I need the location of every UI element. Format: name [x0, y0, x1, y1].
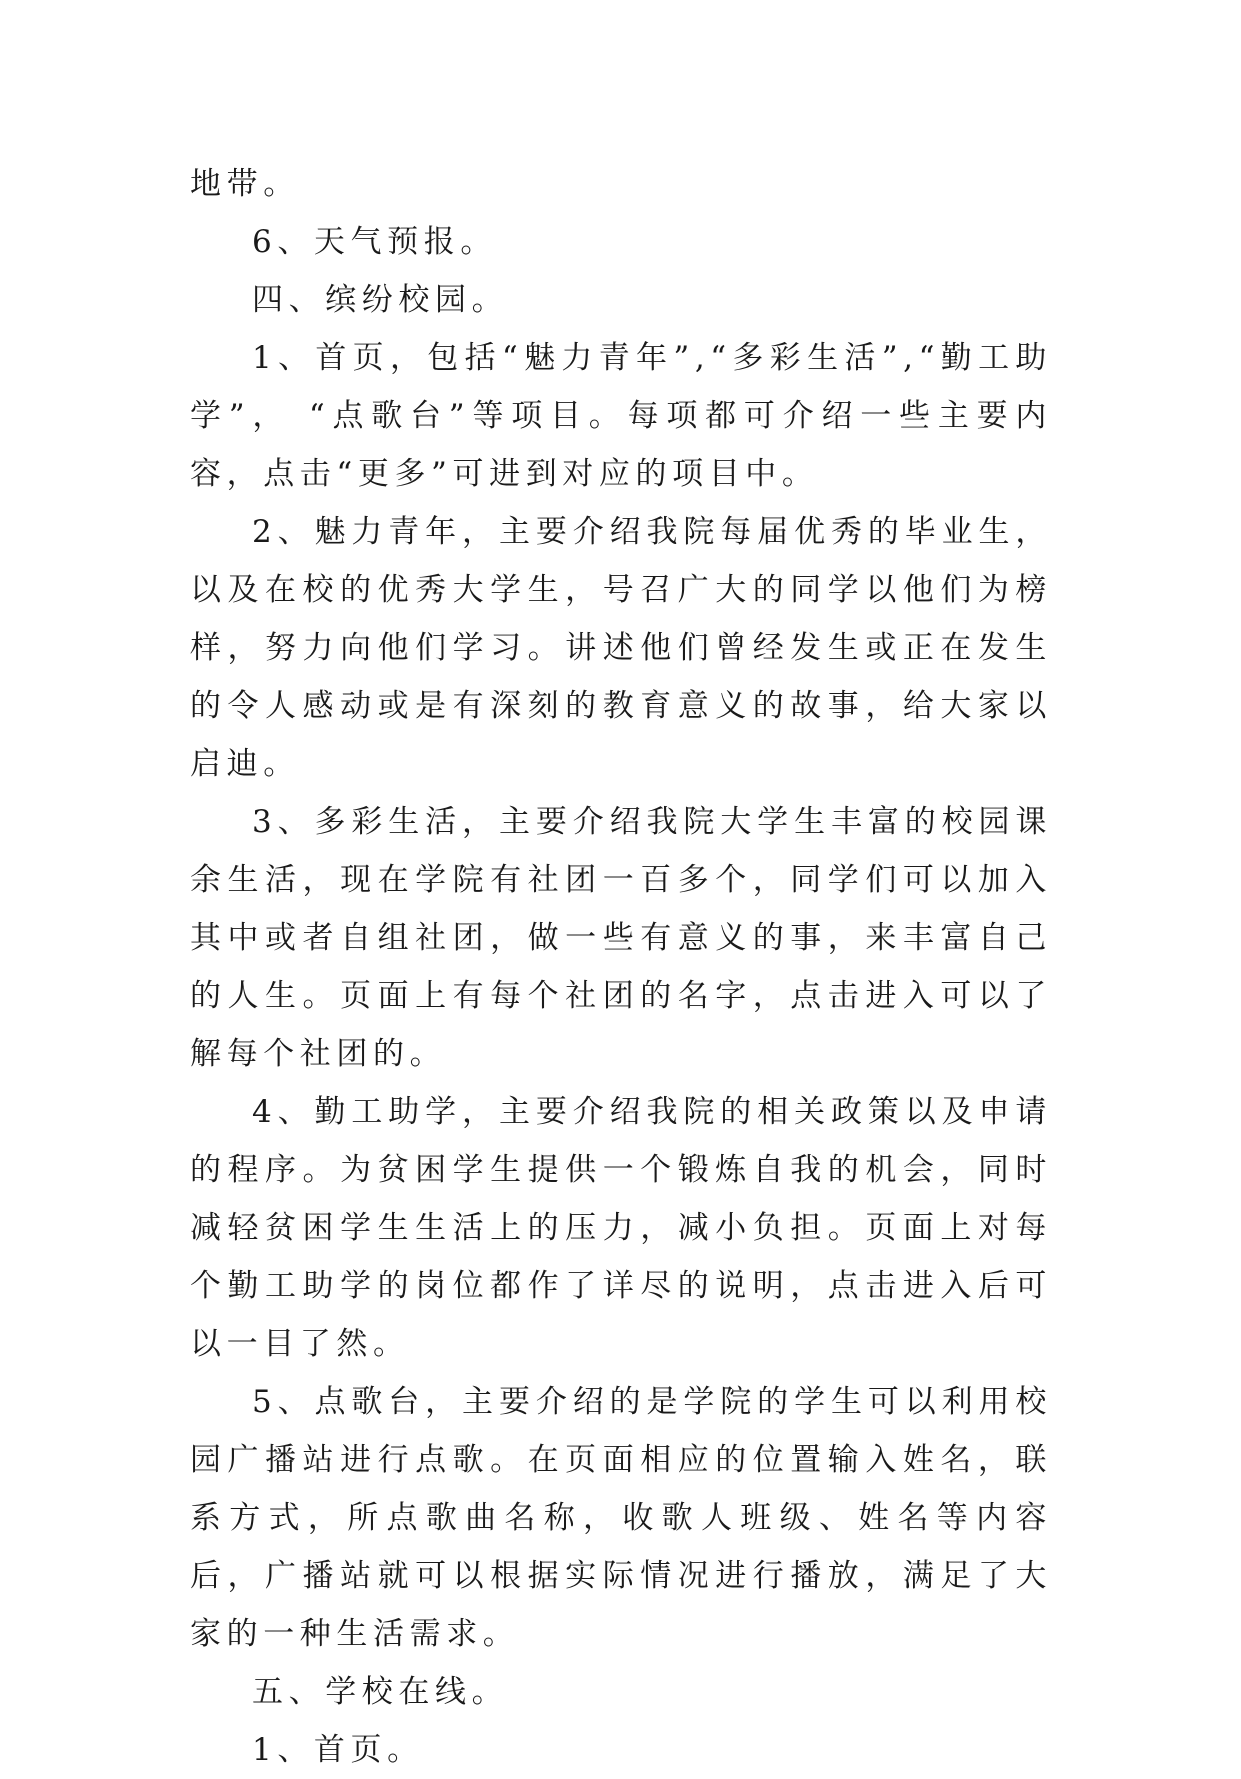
paragraph-weather-forecast: 6、天气预报。 [252, 224, 497, 260]
paragraph-homepage: 1、首页，包括“魅力青年”,“多彩生活”,“勤工助学”， “点歌台”等项目。每项都可介绍一些主要内容，点击“更多”可进到对应的项目中。 [190, 340, 1052, 492]
paragraph-song-request: 5、点歌台，主要介绍的是学院的学生可以利用校园广播站进行点歌。在页面相应的位置输入姓名，联系方式，所点歌曲名称，收歌人班级、姓名等内容后，广播站就可以根据实际情况进行播放，满足了大家的一种生活需求。 [190, 1384, 1052, 1652]
paragraph-school-homepage: 1、首页。 [252, 1732, 424, 1768]
paragraph-work-study: 4、勤工助学，主要介绍我院的相关政策以及申请的程序。为贫困学生提供一个锻炼自我的机会，同时减轻贫困学生生活上的压力，减小负担。页面上对每个勤工助学的岗位都作了详尽的说明，点击进入后可以一目了然。 [190, 1094, 1052, 1362]
paragraph-colorful-life: 3、多彩生活，主要介绍我院大学生丰富的校园课余生活，现在学院有社团一百多个，同学们可以加入其中或者自组社团，做一些有意义的事，来丰富自己的人生。页面上有每个社团的名字，点击进入可以了解每个社团的。 [190, 804, 1052, 1072]
paragraph-charming-youth: 2、魅力青年，主要介绍我院每届优秀的毕业生，以及在校的优秀大学生，号召广大的同学以他们为榜样，努力向他们学习。讲述他们曾经发生或正在发生的令人感动或是有深刻的教育意义的故事，给大家以启迪。 [190, 514, 1052, 782]
document-body [190, 155, 1052, 1779]
heading-school-online: 五、学校在线。 [252, 1674, 509, 1710]
paragraph-continuation: 地带。 [190, 166, 300, 202]
heading-colorful-campus: 四、缤纷校园。 [252, 282, 509, 318]
